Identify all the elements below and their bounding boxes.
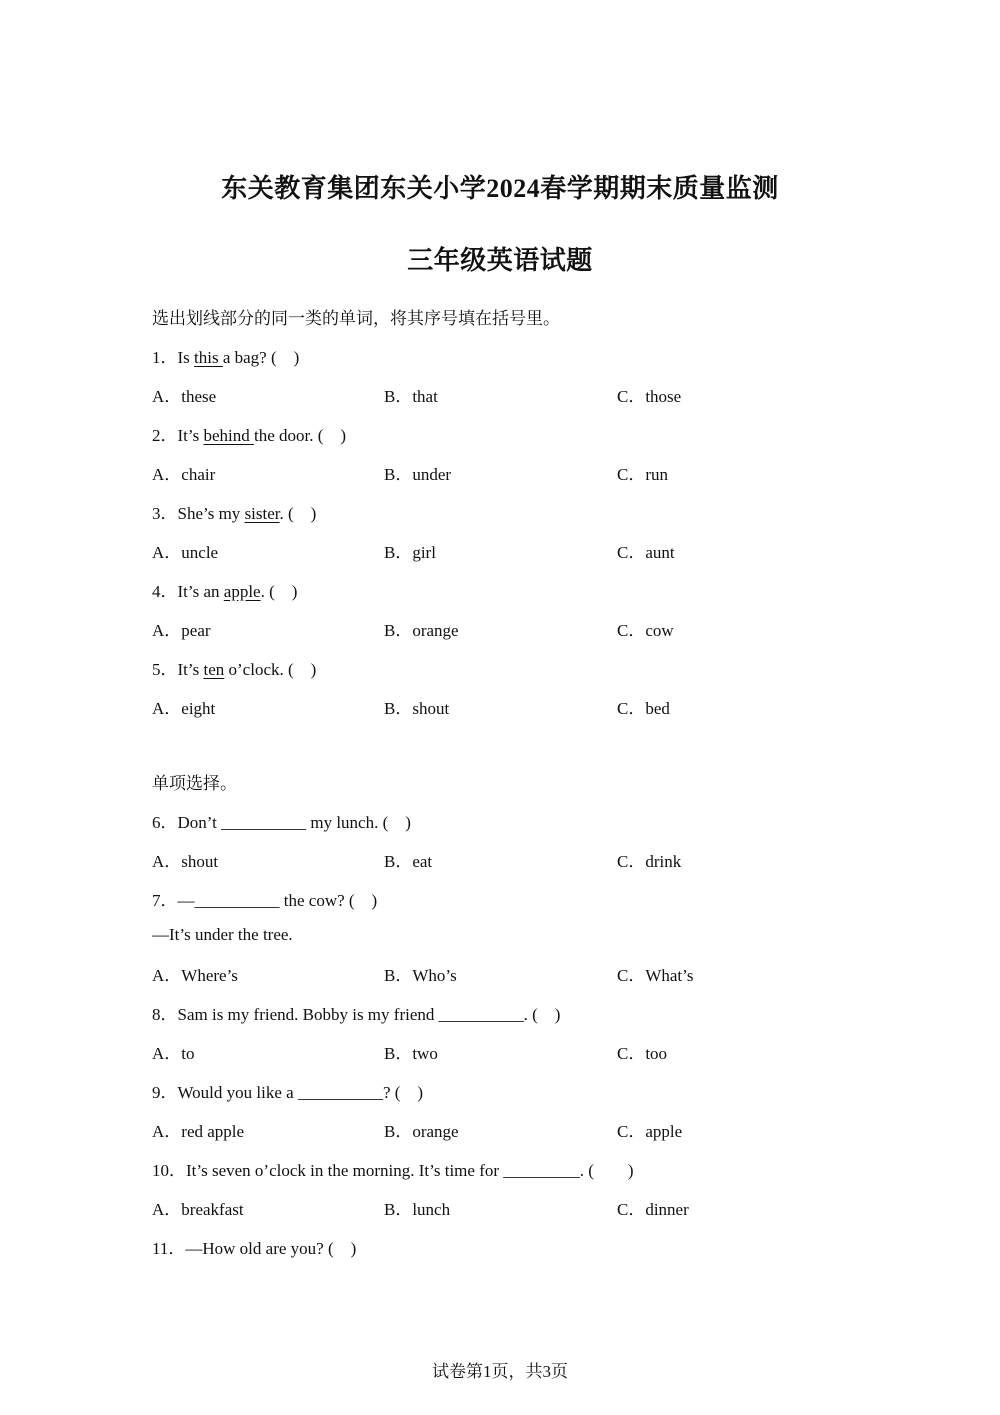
q6-option-b: B．eat: [384, 852, 433, 871]
question-9: 9．Would you like a __________? ( ): [152, 1083, 424, 1102]
question-4: 4．It’s an apple. ( ): [152, 582, 298, 601]
q6-option-c: C．drink: [617, 852, 682, 871]
q9-option-a: A．red apple: [152, 1122, 245, 1141]
q1-option-b: B．that: [384, 387, 438, 406]
q1-option-c: C．those: [617, 387, 682, 406]
q4-option-c: C．cow: [617, 621, 674, 640]
q9-option-b: B．orange: [384, 1122, 459, 1141]
q8-option-c: C．too: [617, 1044, 668, 1063]
question-11: 11．—How old are you? ( ): [152, 1239, 357, 1258]
section1-instruction: 选出划线部分的同一类的单词，将其序号填在括号里。: [152, 309, 560, 328]
q3-option-a: A．uncle: [152, 543, 219, 562]
exam-title: 东关教育集团东关小学2024春学期期末质量监测: [221, 174, 779, 203]
q5-option-a: A．eight: [152, 699, 216, 718]
question-3: 3．She’s my sister. ( ): [152, 504, 317, 523]
q2-option-a: A．chair: [152, 465, 216, 484]
q7-option-b: B．Who’s: [384, 966, 457, 985]
q1-option-a: A．these: [152, 387, 217, 406]
q7-option-a: A．Where’s: [152, 966, 238, 985]
q8-option-a: A．to: [152, 1044, 195, 1063]
q10-option-c: C．dinner: [617, 1200, 689, 1219]
q2-option-b: B．under: [384, 465, 452, 484]
q4-option-b: B．orange: [384, 621, 459, 640]
q10-option-b: B．lunch: [384, 1200, 451, 1219]
q6-option-a: A．shout: [152, 852, 219, 871]
q9-option-c: C．apple: [617, 1122, 683, 1141]
q7-option-c: C．What’s: [617, 966, 694, 985]
exam-subtitle: 三年级英语试题: [407, 246, 593, 275]
q2-option-c: C．run: [617, 465, 668, 484]
page-footer: 试卷第1页，共3页: [432, 1362, 568, 1381]
q3-option-c: C．aunt: [617, 543, 675, 562]
question-5: 5．It’s ten o’clock. ( ): [152, 660, 317, 679]
section2-instruction: 单项选择。: [152, 774, 237, 793]
question-6: 6．Don’t __________ my lunch. ( ): [152, 813, 411, 832]
question-7: 7．—__________ the cow? ( ): [152, 891, 378, 910]
question-10: 10．It’s seven o’clock in the morning. It’s time for _________. ( ): [152, 1161, 634, 1180]
q5-option-b: B．shout: [384, 699, 450, 718]
question-7-answer-line: —It’s under the tree.: [152, 925, 293, 944]
q8-option-b: B．two: [384, 1044, 438, 1063]
q4-option-a: A．pear: [152, 621, 211, 640]
q10-option-a: A．breakfast: [152, 1200, 244, 1219]
question-2: 2．It’s behind the door. ( ): [152, 426, 347, 445]
question-8: 8．Sam is my friend. Bobby is my friend __________. ( ): [152, 1005, 561, 1024]
q3-option-b: B．girl: [384, 543, 436, 562]
question-1: 1．Is this a bag? ( ): [152, 348, 300, 367]
q5-option-c: C．bed: [617, 699, 670, 718]
